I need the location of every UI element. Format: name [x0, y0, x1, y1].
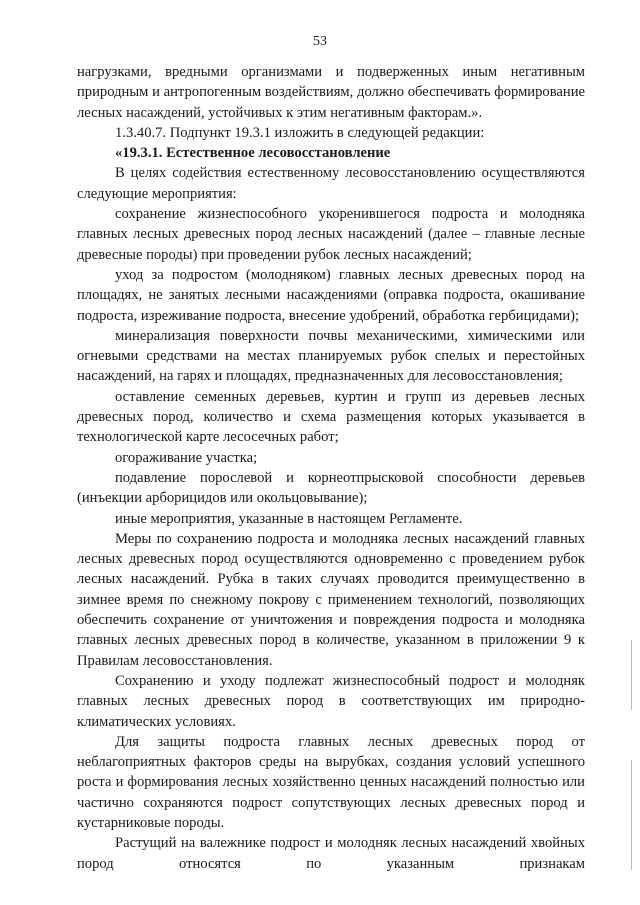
list-item-seed-trees: оставление семенных деревьев, куртин и групп из деревьев лесных древесных пород, количество и схема размещения которых указывается в технологической карте лесосечных работ;: [77, 388, 585, 446]
paragraph-measures: Меры по сохранению подроста и молодняка лесных насаждений главных лесных древесных пород осуществляются одновременно с проведением рубок лесных насаждений. Рубка в таких случаях проводится преимущественно в зимнее время по снежному покрову с применением технологий, позволяющих обеспечить сохранение от уничтожения и повреждения подроста и молодняка главных лесных древесных пород в количестве, указанном в приложении 9 к Правилам лесовосстановления.: [77, 530, 585, 669]
document-body: [77, 62, 585, 874]
scan-edge-mark: [631, 760, 632, 870]
paragraph-deadwood: Растущий на валежнике подрост и молодняк лесных насаждений хвойных пород относятся по указанным признакам: [77, 835, 585, 872]
list-item-preservation: сохранение жизнеспособного укоренившегося подроста и молодняка главных лесных древесных пород лесных насаждений (далее – главные лесные древесные породы) при проведении рубок лесных насаждений;: [77, 206, 585, 263]
list-item-mineralization: минерализация поверхности почвы механическими, химическими или огневыми средствами на местах планируемых рубок спелых и перестойных насаждений, на гарях и площадях, предназначенных для лесовосстановления;: [77, 327, 585, 385]
paragraph-protection: Для защиты подроста главных лесных древесных пород от неблагоприятных факторов среды на вырубках, создания условий успешного роста и формирования лесных хозяйственно ценных насаждений полностью или частично сохраняются подрост сопутствующих лесных древесных пород и кустарниковые породы.: [77, 733, 585, 831]
list-item-fencing: огораживание участка;: [115, 449, 258, 466]
paragraph-continuation: нагрузками, вредными организмами и подверженных иным негативным природным и антропогенным воздействиям, должно обеспечивать формирование лесных насаждений, устойчивых к этим негативным факторам.».: [77, 64, 585, 121]
paragraph-intro: В целях содействия естественному лесовосстановлению осуществляются следующие мероприятия:: [77, 165, 585, 202]
paragraph-preservation-subject: Сохранению и уходу подлежат жизнеспособный подрост и молодняк главных лесных древесных пород в соответствующих им природно-климатических условиях.: [77, 672, 585, 730]
section-heading: «19.3.1. Естественное лесовосстановление: [115, 145, 391, 162]
page-number: 53: [313, 34, 327, 49]
list-item-other: иные мероприятия, указанные в настоящем Регламенте.: [115, 510, 463, 527]
list-item-suppression: подавление порослевой и корнеотпрысковой способности деревьев (инъекции арборицидов или окольцовывание);: [77, 469, 585, 507]
list-item-care: уход за подростом (молодняком) главных лесных древесных пород на площадях, не занятых лесными насаждениями (оправка подроста, окашивание подроста, изреживание подроста, внесение удобрений, обработка гербицидами);: [77, 266, 585, 324]
paragraph-amendment: 1.3.40.7. Подпункт 19.3.1 изложить в следующей редакции:: [115, 124, 485, 141]
scan-edge-mark: [631, 640, 632, 710]
